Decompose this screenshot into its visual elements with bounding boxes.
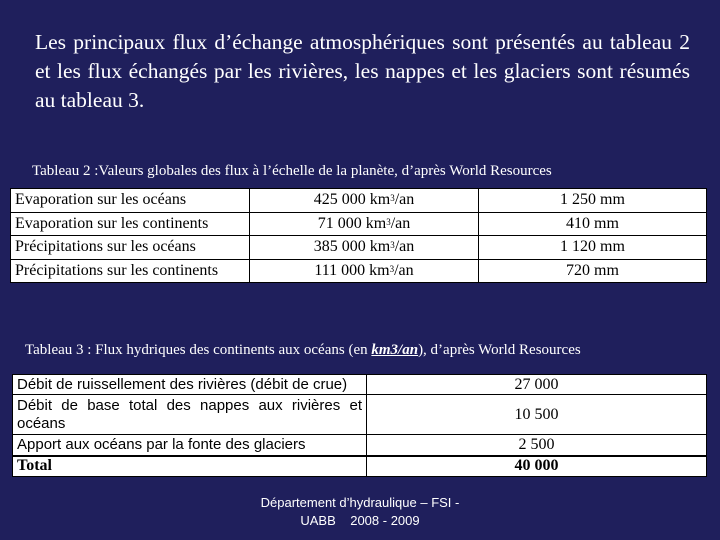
flux-label: Débit de ruissellement des rivières (débit de crue) xyxy=(13,375,367,395)
table-row xyxy=(11,236,707,260)
table2-caption: Tableau 2 :Valeurs globales des flux à l’échelle de la planète, d’après World Resources xyxy=(32,163,552,179)
table-row xyxy=(11,212,707,236)
flux-volume: 71 000 $km^3/an$ xyxy=(250,212,479,236)
flux-volume: 385 000 $km^3/an$ xyxy=(250,236,479,260)
flux-label: Précipitations sur les océans xyxy=(11,236,250,260)
flux-depth: 1 250 mm xyxy=(479,189,707,213)
flux-value: 27 000 xyxy=(367,375,707,395)
flux-value: 2 500 xyxy=(367,435,707,456)
flux-label: Evaporation sur les continents xyxy=(11,212,250,236)
flux-volume: 425 000 $km^3/an$ xyxy=(250,189,479,213)
table-row xyxy=(13,435,707,456)
table-row xyxy=(11,189,707,213)
footer-line2: UABB 2008 - 2009 xyxy=(300,513,420,528)
flux-depth: 410 mm xyxy=(479,212,707,236)
intro-paragraph: Les principaux flux d’échange atmosphériques sont présentés au tableau 2 et les flux échangés par les rivières, les nappes et les glaciers sont résumés au tableau 3. xyxy=(35,30,690,112)
footer xyxy=(240,494,480,530)
table-total-row xyxy=(13,456,707,477)
table-row xyxy=(11,259,707,283)
total-label: Total xyxy=(13,456,367,477)
table-row xyxy=(13,395,707,435)
table3-caption: Tableau 3 : Flux hydriques des continents aux océans (en km3/an), d’après World Resources xyxy=(25,342,581,358)
flux-label: Précipitations sur les continents xyxy=(11,259,250,283)
table2 xyxy=(10,188,707,283)
total-value: 40 000 xyxy=(367,456,707,477)
table3 xyxy=(12,374,707,477)
flux-label: Evaporation sur les océans xyxy=(11,189,250,213)
caption-unit: km3/an xyxy=(371,342,419,358)
flux-label: Débit de base total des nappes aux rivières et océans xyxy=(13,395,367,435)
table-row xyxy=(13,375,707,395)
flux-volume: 111 000 $km^3/an$ xyxy=(250,259,479,283)
flux-value: 10 500 xyxy=(367,395,707,435)
footer-line1: Département d’hydraulique – FSI - xyxy=(260,495,460,510)
flux-label: Apport aux océans par la fonte des glaciers xyxy=(13,435,367,456)
flux-depth: 720 mm xyxy=(479,259,707,283)
flux-depth: 1 120 mm xyxy=(479,236,707,260)
